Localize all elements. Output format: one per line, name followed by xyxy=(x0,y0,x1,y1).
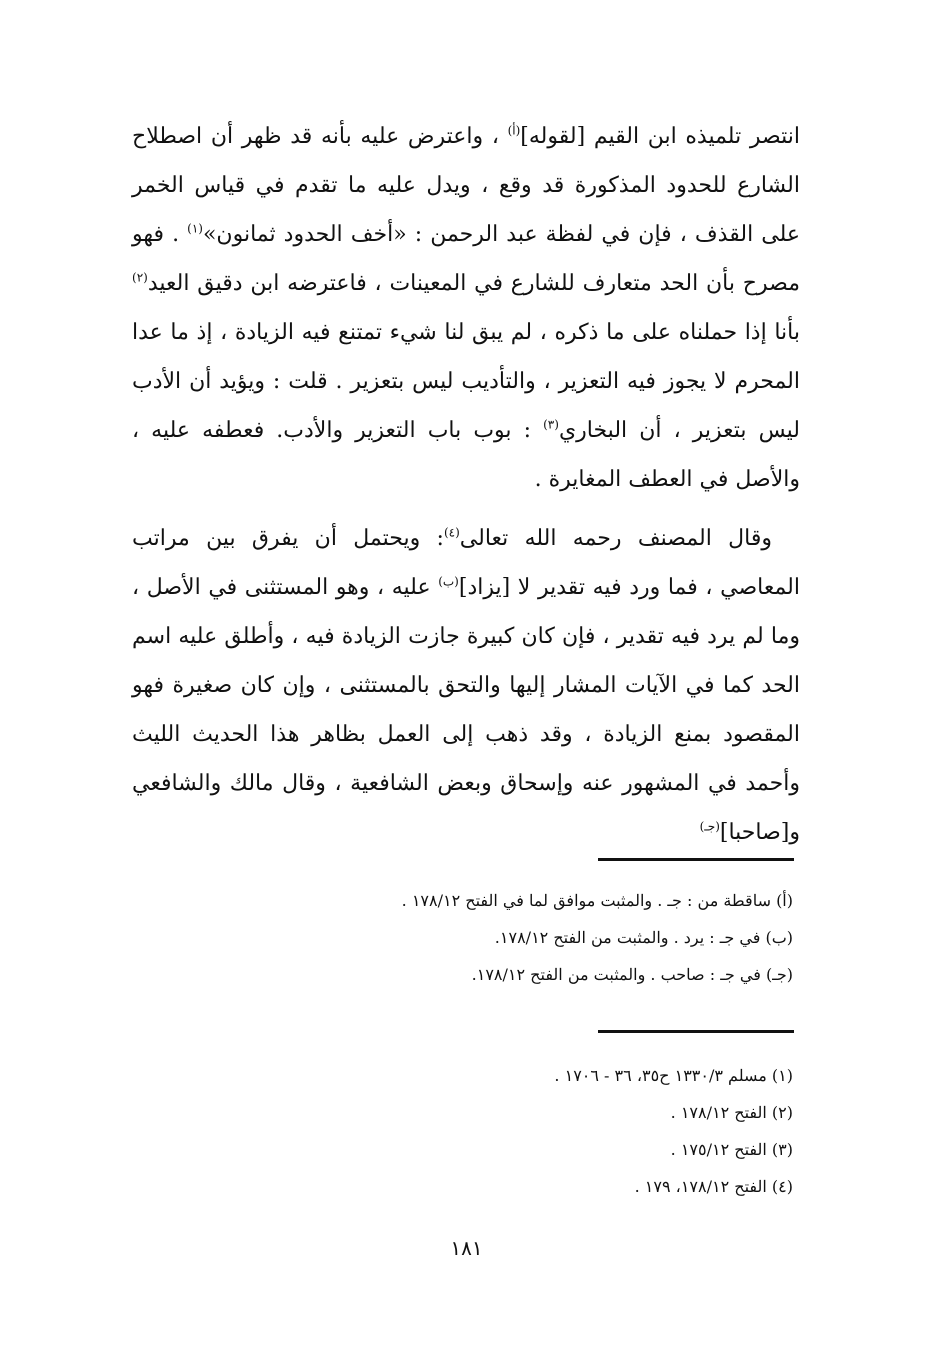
text-run: . فهو مصرح بأن الحد متعارف للشارع في المعينات ، فاعترضه ابن دقيق العيد xyxy=(132,222,800,296)
variant-note: (أ) ساقطة من : جـ . والمثبت موافق لما في الفتح ١٧٨/١٢ . xyxy=(401,891,793,910)
footnote-marker-b: (ب) xyxy=(438,574,459,589)
footnote-marker-j: (جـ) xyxy=(699,819,720,834)
variant-notes xyxy=(153,882,793,993)
text-run: عليه ، وهو المستثنى في الأصل ، وما لم يرد فيه تقدير ، فإن كان كبيرة جازت الزيادة فيه ، وأطلق عليه اسم الحد كما في الآيات المشار إليها والتحق بالمستثنى ، وإن كان صغيرة فهو المقصود بمنع الزيادة ، وقد ذهب إلى العمل بظاهر هذا الحديث الليث وأحمد في المشهور عنه وإسحاق وبعض الشافعية ، وقال مالك والشافعي و[صاحبا] xyxy=(132,575,800,845)
paragraph-1 xyxy=(132,112,800,504)
text-run: ، واعترض عليه بأنه قد ظهر أن اصطلاح الشارع للحدود المذكورة قد وقع ، ويدل عليه ما تقدم في قياس الخمر على القذف ، فإن في لفظة عبد الرحمن : «أخف الحدود ثمانون» xyxy=(132,124,800,247)
footnote-marker-3: (٣) xyxy=(543,417,559,432)
variant-note: (جـ) في جـ : صاحب . والمثبت من الفتح ١٧٨/١٢. xyxy=(471,965,793,984)
footnote-marker-2: (٢) xyxy=(132,270,148,285)
text-run: : بوب باب التعزير والأدب. فعطفه عليه ، والأصل في العطف المغايرة . xyxy=(132,418,800,492)
variant-note: (ب) في جـ : يرد . والمثبت من الفتح ١٧٨/١٢. xyxy=(494,928,793,947)
source-note: (٤) الفتح ١٧٨/١٢، ١٧٩ . xyxy=(634,1177,793,1196)
footnote-marker-1: (١) xyxy=(187,221,203,236)
text-run: بأنا إذا حملناه على ما ذكره ، لم يبق لنا شيء تمتنع فيه الزيادة ، إذ ما عدا المحرم لا يجوز فيه التعزير ، والتأديب ليس بتعزير . قلت : ويؤيد أن الأدب ليس بتعزير ، أن البخاري xyxy=(132,320,801,443)
source-notes xyxy=(153,1057,793,1205)
source-note: (١) مسلم ١٣٣٠/٣ ح٣٥، ٣٦ - ١٧٠٦ . xyxy=(554,1066,793,1085)
text-run: وقال المصنف رحمه الله تعالى xyxy=(459,526,773,551)
paragraph-2 xyxy=(132,514,800,857)
footnote-marker-a: (أ) xyxy=(507,123,521,138)
text-run: انتصر تلميذه ابن القيم [لقوله] xyxy=(520,124,800,149)
footnote-marker-4: (٤) xyxy=(443,525,460,540)
main-text xyxy=(132,112,800,857)
source-note: (٣) الفتح ١٧٥/١٢ . xyxy=(670,1140,793,1159)
source-note: (٢) الفتح ١٧٨/١٢ . xyxy=(670,1103,793,1122)
page-number: ١٨١ xyxy=(450,1236,483,1260)
source-notes-separator xyxy=(598,1030,794,1033)
text-run: : ويحتمل أن يفرق بين مراتب المعاصي ، فما ورد فيه تقدير لا [يزاد] xyxy=(132,526,800,600)
variant-notes-separator xyxy=(598,858,794,861)
